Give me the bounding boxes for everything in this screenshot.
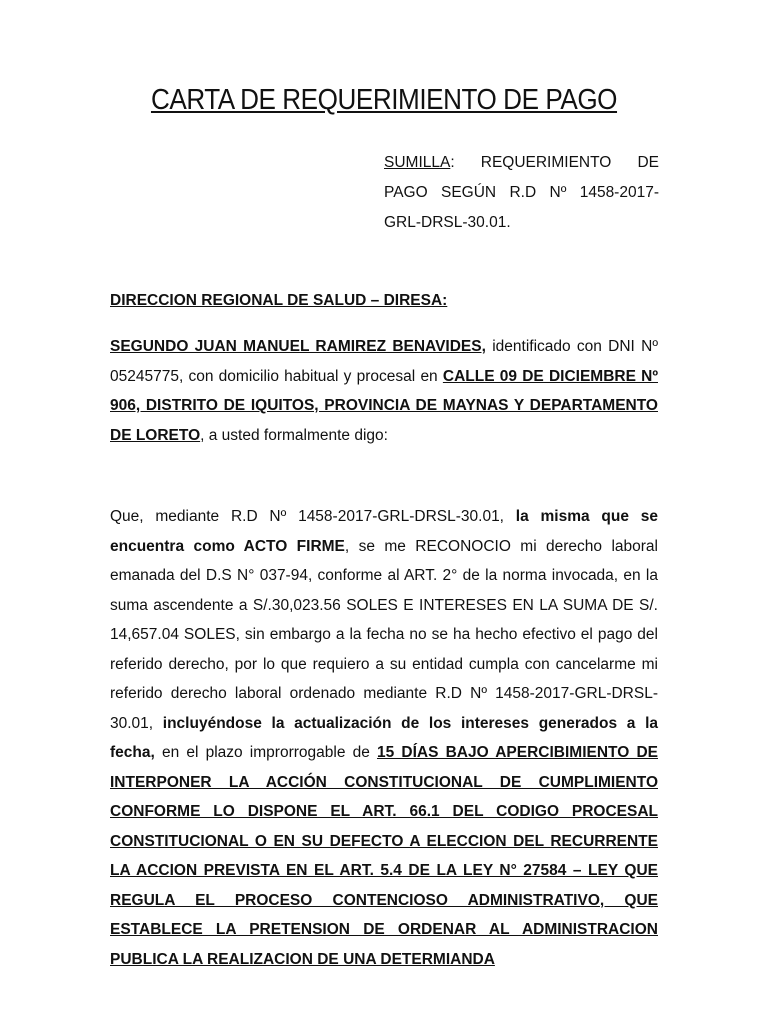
- request-paragraph: [110, 502, 658, 974]
- intro-paragraph: [110, 332, 658, 450]
- document-title: CARTA DE REQUERIMIENTO DE PAGO: [150, 84, 618, 116]
- request-text-3: en el plazo improrrogable de: [154, 744, 377, 761]
- request-bold-1: la misma que se encuentra como ACTO FIRME: [110, 508, 658, 555]
- sumilla-label: SUMILLA: [384, 154, 451, 171]
- request-warning: 15 DÍAS BAJO APERCIBIMIENTO DE INTERPONER LA ACCIÓN CONSTITUCIONAL DE CUMPLIMIENTO CONFORME LO DISPONE EL ART. 66.1 DEL CODIGO PROCESAL CONSTITUCIONAL O EN SU DEFECTO A ELECCION DEL RECURRENTE LA ACCION PREVISTA EN EL ART. 5.4 DE LA LEY N° 27584 – LEY QUE REGULA EL PROCESO CONTENCIOSO ADMINISTRATIVO, QUE ESTABLECE LA PRETENSION DE ORDENAR AL ADMINISTRACION PUBLICA LA REALIZACION DE UNA DETERMIANDA: [110, 744, 658, 968]
- sumilla-text: : REQUERIMIENTO DE PAGO SEGÚN R.D Nº 1458-2017-GRL-DRSL-30.01.: [384, 154, 659, 231]
- sumilla: [384, 148, 659, 238]
- request-text-1: Que, mediante R.D Nº 1458-2017-GRL-DRSL-30.01,: [110, 508, 516, 525]
- petitioner-name: SEGUNDO JUAN MANUEL RAMIREZ BENAVIDES,: [110, 338, 486, 355]
- addressee: DIRECCION REGIONAL DE SALUD – DIRESA:: [110, 292, 448, 309]
- petitioner-address: CALLE 09 DE DICIEMBRE Nº 906, DISTRITO DE IQUITOS, PROVINCIA DE MAYNAS Y DEPARTAMENTO DE LORETO: [110, 367, 658, 444]
- request-bold-2: incluyéndose la actualización de los intereses generados a la fecha,: [110, 714, 658, 761]
- request-text-2: , se me RECONOCIO mi derecho laboral emanada del D.S N° 037-94, conforme al ART. 2° de la norma invocada, en la suma ascendente a S/.30,023.56 SOLES E INTERESES EN LA SUMA DE S/. 14,657.04 SOLES, sin embargo a la fecha no se ha hecho efectivo el pago del referido derecho, por lo que requiero a su entidad cumpla con cancelarme mi referido derecho laboral ordenado mediante R.D Nº 1458-2017-GRL-DRSL-30.01,: [110, 537, 658, 732]
- intro-closing: , a usted formalmente digo:: [200, 426, 388, 444]
- intro-text: identificado con DNI Nº 05245775, con domicilio habitual y procesal en: [110, 338, 659, 385]
